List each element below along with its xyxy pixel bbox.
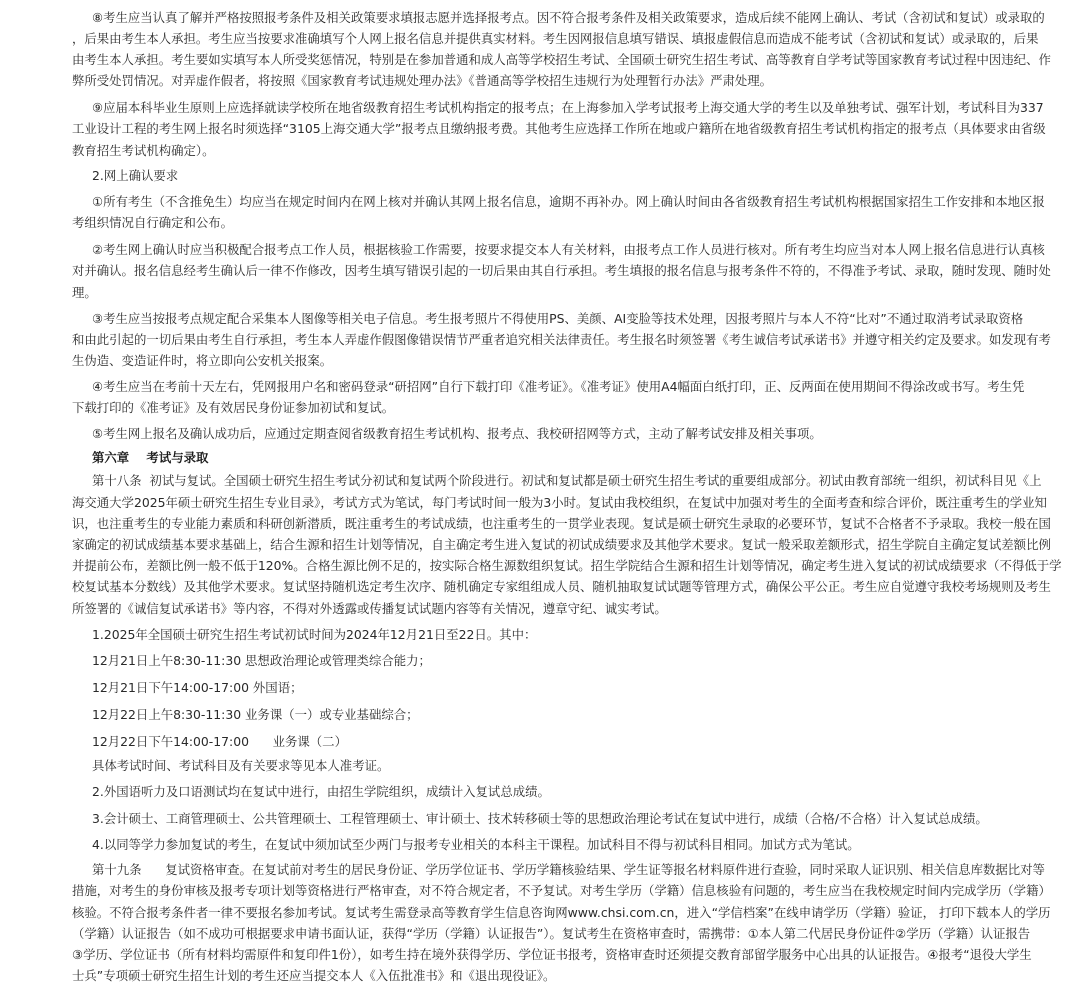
text-line: 理。 [72, 285, 97, 300]
text-line: 2.网上确认要求 [92, 168, 179, 183]
text-line: 具体考试时间、考试科目及有关要求等见本人准考证。 [92, 758, 390, 773]
text-line: 识，也注重考生的专业能力素质和科研创新潜质，既注重考生的考试成绩，也注重考生的一贯学业表现。复试是硕士研究生录取的必要环节，复试不合格者不予录取。我校一般在国 [72, 516, 1051, 531]
text-line: 1.2025年全国硕士研究生招生考试初试时间为2024年12月21日至22日。其中： [92, 627, 537, 642]
text-line: 生伪造、变造证件时，将立即向公安机关报案。 [72, 353, 333, 368]
text-line: 家确定的初试成绩基本要求基础上，结合生源和招生计划等情况，自主确定考生进入复试的初试成绩要求及其他学术要求。复试一般采取差额形式，招生学院自主确定复试差额比例 [72, 537, 1051, 552]
text-line: 和由此引起的一切后果由考生自行承担，考生本人弄虚作假图像错误情节严重者追究相关法律责任。考生报名时须签署《考生诚信考试承诺书》并遵守相关约定及要求。如发现有考 [72, 332, 1051, 347]
text-line: 措施，对考生的身份审核及报考专项计划等资格进行严格审查，对不符合规定者，不予复试。对考生学历（学籍）信息核验有问题的，考生应当在我校规定时间内完成学历（学籍） [72, 883, 1051, 898]
text-line: 海交通大学2025年硕士研究生招生专业目录》，考试方式为笔试，每门考试时间一般为3小时。复试由我校组织，在复试中加强对考生的全面考查和综合评价，既注重考生的学业知 [72, 495, 1047, 510]
text-line: ④考生应当在考前十天左右，凭网报用户名和密码登录“研招网”自行下载打印《准考证》。《准考证》使用A4幅面白纸打印，正、反两面在使用期间不得涂改或书写。考生凭 [92, 379, 1025, 394]
chapter-heading: 第六章 考试与录取 [92, 450, 209, 465]
text-line: ①所有考生（不含推免生）均应当在规定时间内在网上核对并确认其网上报名信息，逾期不再补办。网上确认时间由各省级教育招生考试机构根据国家招生工作安排和本地区报 [92, 194, 1045, 209]
text-line: 第十九条 复试资格审查。在复试前对考生的居民身份证、学历学位证书、学历学籍核验结果、学生证等报名材料原件进行查验，同时采取人证识别、相关信息库数据比对等 [92, 862, 1045, 877]
text-line: 教育招生考试机构确定）。 [72, 143, 215, 158]
text-line: ③考生应当按报考点规定配合采集本人图像等相关电子信息。考生报考照片不得使用PS、美颜、AI变脸等技术处理，因报考照片与本人不符“比对”不通过取消考试录取资格 [92, 311, 1024, 326]
text-line: 工业设计工程的考生网上报名时须选择“3105上海交通大学”报考点且缴纳报考费。其他考生应选择工作所在地或户籍所在地省级教育招生考试机构指定的报考点（具体要求由省级 [72, 121, 1046, 136]
text-line: 核验。不符合报考条件者一律不要报名参加考试。复试考生需登录高等教育学生信息咨询网www.chsi.com.cn，进入“学信档案”在线申请学历（学籍）验证， 打印下载本人的学历 [72, 905, 1051, 920]
text-line: 由考生本人承担。考生要如实填写本人所受奖惩情况，特别是在参加普通和成人高等学校招生考试、全国硕士研究生招生考试、高等教育自学考试等国家教育考试过程中因违纪、作 [72, 52, 1051, 67]
text-line: ⑤考生网上报名及确认成功后，应通过定期查阅省级教育招生考试机构、报考点、我校研招网等方式，主动了解考试安排及相关事项。 [92, 426, 822, 441]
text-line: 12月21日上午8:30-11:30 思想政治理论或管理类综合能力； [92, 653, 431, 668]
text-line: 校复试基本分数线）及其他学术要求。复试坚持随机选定考生次序、随机确定专家组组成人员、随机抽取复试试题等管理方式，确保公平公正。考生应自觉遵守我校考场规则及考生 [72, 579, 1051, 594]
text-line: ⑨应届本科毕业生原则上应选择就读学校所在地省级教育招生考试机构指定的报考点；在上海参加入学考试报考上海交通大学的考生以及单独考试、强军计划，考试科目为337 [92, 100, 1044, 115]
text-line: ⑧考生应当认真了解并严格按照报考条件及相关政策要求填报志愿并选择报考点。因不符合报考条件及相关政策要求，造成后续不能网上确认、考试（含初试和复试）或录取的 [92, 10, 1045, 25]
text-line: 12月22日下午14:00-17:00 业务课（二） [92, 734, 347, 749]
text-line: 3.会计硕士、工商管理硕士、公共管理硕士、工程管理硕士、审计硕士、技术转移硕士等的思想政治理论考试在复试中进行，成绩（合格/不合格）计入复试总成绩。 [92, 811, 988, 826]
text-line: 弊所受处罚情况。对弄虚作假者，将按照《国家教育考试违规处理办法》《普通高等学校招生违规行为处理暂行办法》严肃处理。 [72, 73, 773, 88]
text-line: ②考生网上确认时应当积极配合报考点工作人员，根据核验工作需要，按要求提交本人有关材料，由报考点工作人员进行核对。所有考生均应当对本人网上报名信息进行认真核 [92, 242, 1045, 257]
text-line: 2.外国语听力及口语测试均在复试中进行，由招生学院组织，成绩计入复试总成绩。 [92, 784, 550, 799]
text-line: 所签署的《诚信复试承诺书》等内容，不得对外透露或传播复试试题内容等有关情况，遵章守纪、诚实考试。 [72, 601, 667, 616]
text-line: 下载打印的《准考证》及有效居民身份证参加初试和复试。 [72, 400, 395, 415]
text-line: ，后果由考生本人承担。考生应当按要求准确填写个人网上报名信息并提供真实材料。考生因网报信息填写错误、填报虚假信息而造成不能考试（含初试和复试）或录取的，后果 [72, 31, 1039, 46]
text-line: 12月21日下午14:00-17:00 外国语； [92, 680, 303, 695]
text-line: 并提前公布，差额比例一般不低于120%。合格生源比例不足的，按实际合格生源数组织复试。招生学院结合生源和招生计划等情况，确定考生进入复试的初试成绩要求（不得低于学 [72, 558, 1062, 573]
text-line: ③学历、学位证书（所有材料均需原件和复印件1份），如考生持在境外获得学历、学位证书报考，资格审查时还须提交教育部留学服务中心出具的认证报告。④报考“退役大学生 [72, 947, 1032, 962]
text-line: 12月22日上午8:30-11:30 业务课（一）或专业基础综合； [92, 707, 419, 722]
text-line: 考组织情况自行确定和公布。 [72, 215, 234, 230]
text-line: 4.以同等学力参加复试的考生，在复试中须加试至少两门与报考专业相关的本科主干课程。加试科目不得与初试科目相同。加试方式为笔试。 [92, 837, 860, 852]
text-line: 士兵”专项硕士研究生招生计划的考生还应当提交本人《入伍批准书》和《退出现役证》。 [72, 968, 556, 983]
text-line: （学籍）认证报告（如不成功可根据要求申请书面认证，获得“学历（学籍）认证报告”）。复试考生在资格审查时，需携带：①本人第二代居民身份证件②学历（学籍）认证报告 [72, 926, 1031, 941]
text-line: 第十八条 初试与复试。全国硕士研究生招生考试分初试和复试两个阶段进行。初试和复试都是硕士研究生招生考试的重要组成部分。初试由教育部统一组织，初试科目见《上 [92, 473, 1042, 488]
text-line: 对并确认。报名信息经考生确认后一律不作修改，因考生填写错误引起的一切后果由其自行承担。考生填报的报名信息与报考条件不符的，不得准予考试、录取，随时发现、随时处 [72, 263, 1051, 278]
